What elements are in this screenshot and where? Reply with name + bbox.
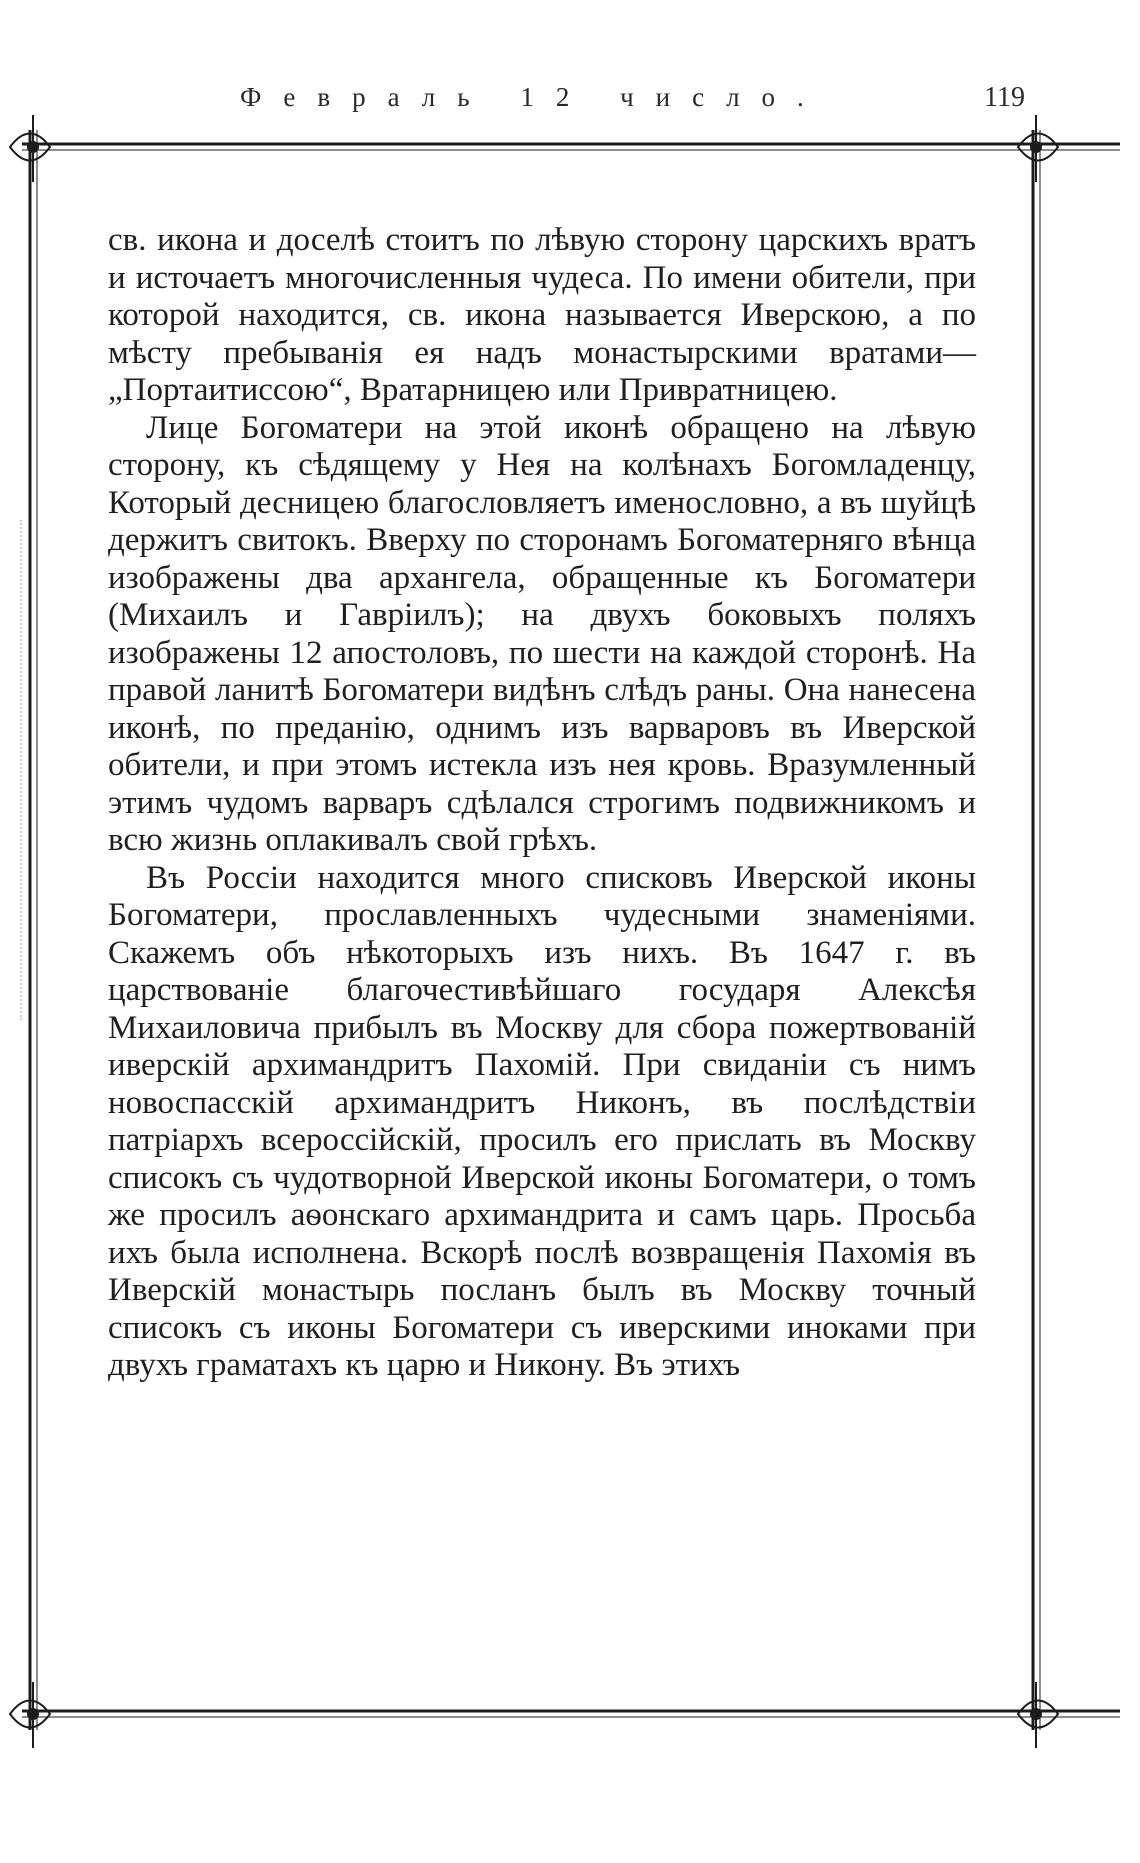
paragraph-3: Въ Россіи находится много списковъ Иверской иконы Богоматери, прославленныхъ чудесными знаменіями. Скажемъ объ нѣкоторыхъ изъ нихъ. Въ 1647 г. въ царствованіе благочестивѣйшаго государя Алексѣя Михаиловича прибылъ въ Москву для сбора пожертвованій иверскій архимандритъ Пахомій. При свиданіи съ нимъ новоспасскій архимандритъ Никонъ, въ послѣдствіи патріархъ всероссійскій, просилъ его прислать въ Москву списокъ съ чудотворной Иверской иконы Богоматери, о томъ же просилъ аѳонскаго архимандрита и самъ царь. Просьба ихъ была исполнена. Вскорѣ послѣ возвращенія Пахомія въ Иверскій монастырь посланъ былъ въ Москву точный списокъ съ иконы Богоматери съ иверскими иноками при двухъ граматахъ къ царю и Никону. Въ этихъ [108, 859, 976, 1383]
paragraph-1: св. икона и доселѣ стоитъ по лѣвую сторону царскихъ вратъ и источаетъ многочисленныя чудеса. По имени обители, при которой находится, св. икона называется Иверскою, а по мѣсту пребыванія ея надъ монастырскими вратами—„Портаитиссою“, Вратарницею или Привратницею. [108, 222, 976, 408]
margin-speckles [20, 520, 32, 1020]
page-number: 119 [984, 82, 1025, 113]
main-text [108, 222, 976, 1385]
paragraph-2: Лице Богоматери на этой иконѣ обращено на лѣвую сторону, къ сѣдящему у Нея на колѣнахъ Богомладенцу, Который десницею благословляетъ именословно, а въ шуйцѣ держитъ свитокъ. Вверху по сторонамъ Богоматерняго вѣнца изображены два архангела, обращенные къ Богоматери (Михаилъ и Гавріилъ); на двухъ боковыхъ поляхъ изображены 12 апостоловъ, по шести на каждой сторонѣ. На правой ланитѣ Богоматери видѣнъ слѣдъ раны. Она нанесена иконѣ, по преданію, однимъ изъ варваровъ въ Иверской обители, и при этомъ истекла изъ нея кровь. Вразумленный этимъ чудомъ варваръ сдѣлался строгимъ подвижникомъ и всю жизнь оплакивалъ свой грѣхъ. [108, 409, 976, 858]
running-header-title: Февраль 12 число. [240, 82, 826, 112]
